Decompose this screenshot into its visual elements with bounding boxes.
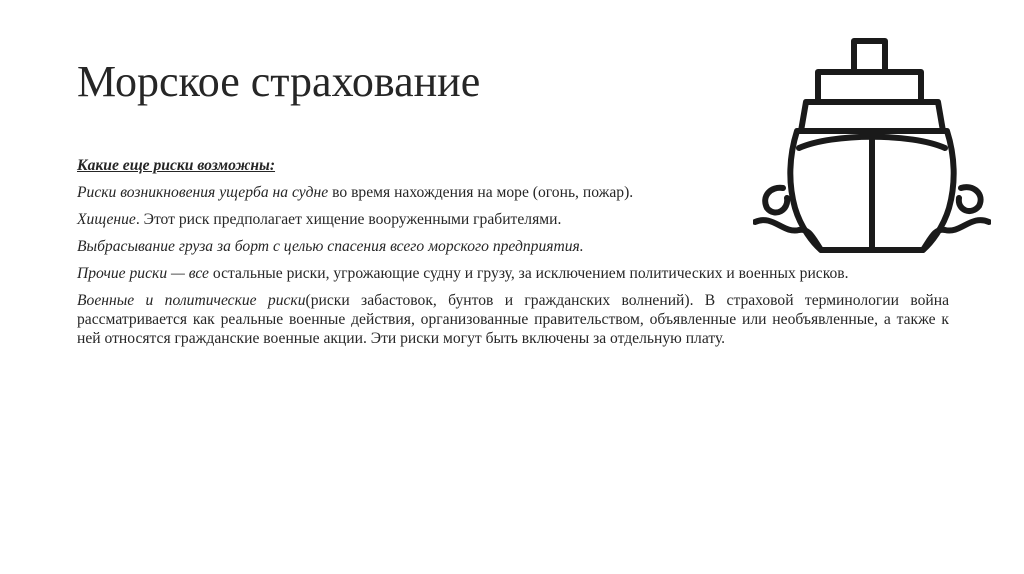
item-term: Выбрасывание груза за борт с целью спасения всего морского предприятия. <box>77 238 584 255</box>
item-text: во время нахождения на море (огонь, пожар). <box>328 184 634 201</box>
item-term: Военные и политические риски <box>77 292 306 309</box>
content-body <box>77 156 949 356</box>
list-item <box>77 210 949 229</box>
item-term: Риски возникновения ущерба на судне <box>77 184 329 201</box>
slide-title: Морское страхование <box>77 57 481 106</box>
list-item <box>77 183 949 202</box>
item-text: (риски забастовок, бунтов и гражданских волнений). В страховой терминологии война рассматривается как реальные военные действия, организованные правительством, объявленные или необъявленные, а также к ней относятся гражданские военные акции. Эти риски могут быть включены за отдельную плату. <box>77 292 949 347</box>
list-item <box>77 237 949 256</box>
item-term: Хищение <box>77 211 136 228</box>
list-item <box>77 264 949 283</box>
item-term: Прочие риски — все <box>77 265 209 282</box>
list-item <box>77 291 949 348</box>
item-text: . Этот риск предполагает хищение вооруженными грабителями. <box>135 211 562 228</box>
risks-heading: Какие еще риски возможны: <box>77 157 276 174</box>
item-text: остальные риски, угрожающие судну и грузу, за исключением политических и военных рисков. <box>208 265 849 282</box>
